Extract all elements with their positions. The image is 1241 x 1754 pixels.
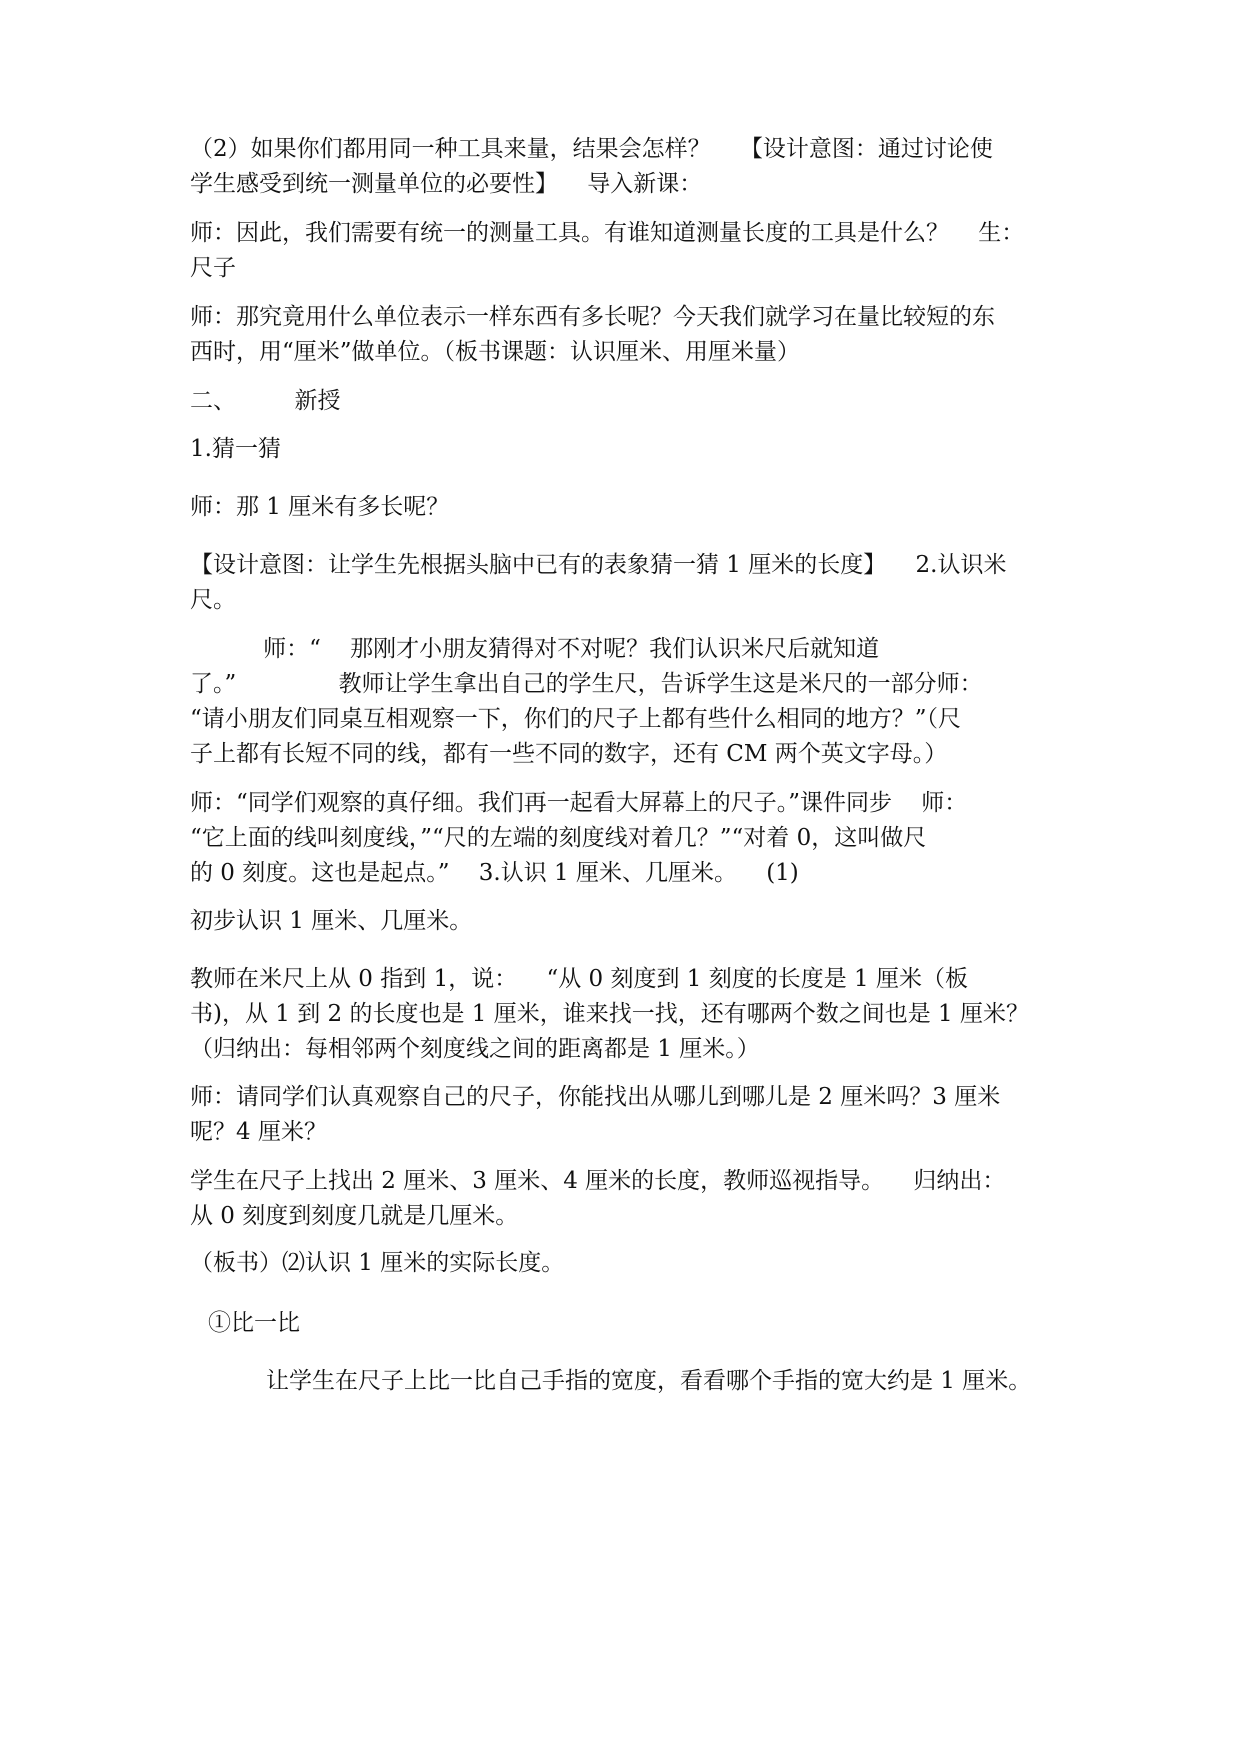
text-line: 子上都有长短不同的线，都有一些不同的数字，还有 CM 两个英文字母。） bbox=[190, 741, 948, 767]
paragraph-board-writing bbox=[190, 1246, 1060, 1281]
paragraph-observe-ruler bbox=[190, 1080, 1060, 1150]
paragraph-scale-lines bbox=[190, 786, 1060, 891]
text-line: 从 0 刻度到刻度几就是几厘米。 bbox=[190, 1203, 519, 1229]
text-line: 教师在米尺上从 0 指到 1，说： “从 0 刻度到 1 刻度的长度是 1 厘米（板 bbox=[190, 966, 968, 992]
text-line: 初步认识 1 厘米、几厘米。 bbox=[190, 908, 473, 934]
paragraph-1 bbox=[190, 132, 1060, 202]
text-line: 呢？4 厘米？ bbox=[190, 1119, 327, 1145]
text-line: 西时，用“厘米”做单位。（板书课题：认识厘米、用厘米量） bbox=[190, 339, 801, 365]
text-line: 师：那究竟用什么单位表示一样东西有多长呢？今天我们就学习在量比较短的东 bbox=[190, 304, 995, 330]
text-line: （板书）⑵认识 1 厘米的实际长度。 bbox=[190, 1250, 565, 1276]
text-line: ①比一比 bbox=[208, 1310, 300, 1336]
text-line: 的 0 刻度。这也是起点。” 3.认识 1 厘米、几厘米。 (1) bbox=[190, 860, 799, 886]
subheading-guess bbox=[190, 432, 1060, 467]
paragraph-2 bbox=[190, 216, 1060, 286]
text-line: 【设计意图：让学生先根据头脑中已有的表象猜一猜 1 厘米的长度】 2.认识米 bbox=[190, 552, 1007, 578]
paragraph-students-find bbox=[190, 1164, 1060, 1234]
text-line: （归纳出：每相邻两个刻度线之间的距离都是 1 厘米。） bbox=[190, 1036, 760, 1062]
list-item-compare bbox=[208, 1306, 1078, 1341]
text-line: 师：“同学们观察的真仔细。我们再一起看大屏幕上的尺子。”课件同步 师： bbox=[190, 790, 968, 816]
text-line: 书)，从 1 到 2 的长度也是 1 厘米，谁来找一找，还有哪两个数之间也是 1 厘米？ bbox=[190, 1001, 1029, 1027]
text-line: 尺。 bbox=[190, 587, 236, 613]
paragraph-finger-width bbox=[266, 1364, 1066, 1399]
section-heading-new-lesson bbox=[190, 384, 1060, 419]
text-line: 二、 新授 bbox=[190, 388, 341, 414]
text-line: （2）如果你们都用同一种工具来量，结果会怎样？ 【设计意图：通过讨论使 bbox=[190, 136, 993, 162]
paragraph-teacher-question bbox=[190, 490, 1060, 525]
paragraph-design-intent bbox=[190, 548, 1060, 618]
text-line: 师：那 1 厘米有多长呢？ bbox=[190, 494, 450, 520]
text-line: 学生感受到统一测量单位的必要性】 导入新课： bbox=[190, 171, 703, 197]
text-line: 学生在尺子上找出 2 厘米、3 厘米、4 厘米的长度，教师巡视指导。 归纳出： bbox=[190, 1168, 1006, 1194]
text-line: “请小朋友们同桌互相观察一下，你们的尺子上都有些什么相同的地方？”（尺 bbox=[190, 706, 962, 732]
text-line: 了。” 教师让学生拿出自己的学生尺，告诉学生这是米尺的一部分师： bbox=[190, 671, 983, 697]
text-line: 让学生在尺子上比一比自己手指的宽度，看看哪个手指的宽大约是 1 厘米。 bbox=[266, 1368, 1032, 1394]
text-line: 师：因此，我们需要有统一的测量工具。有谁知道测量长度的工具是什么？ 生： bbox=[190, 220, 1025, 246]
text-line: 师：“ 那刚才小朋友猜得对不对呢？我们认识米尺后就知道 bbox=[190, 636, 880, 662]
text-line: 1.猜一猜 bbox=[190, 436, 281, 462]
paragraph-ruler-intro bbox=[190, 632, 1060, 772]
paragraph-3 bbox=[190, 300, 1060, 370]
text-line: “它上面的线叫刻度线，”“尺的左端的刻度线对着几？”“对着 0，这叫做尺 bbox=[190, 825, 927, 851]
text-line: 尺子 bbox=[190, 255, 236, 281]
paragraph-first-recognition bbox=[190, 904, 1060, 939]
paragraph-teacher-pointing bbox=[190, 962, 1060, 1067]
text-line: 师：请同学们认真观察自己的尺子，你能找出从哪儿到哪儿是 2 厘米吗？3 厘米 bbox=[190, 1084, 1001, 1110]
